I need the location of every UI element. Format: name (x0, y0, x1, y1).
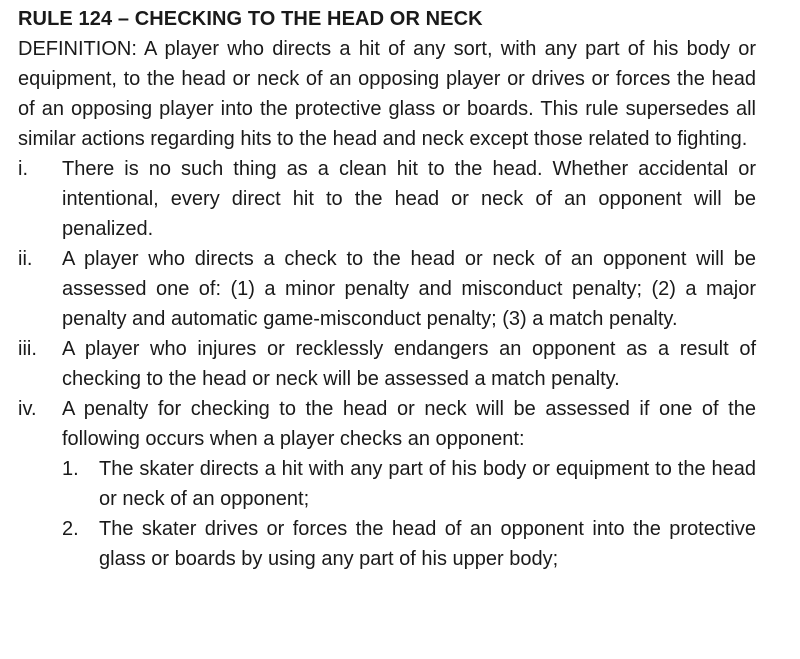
rule-item (18, 334, 756, 394)
rule-subitem-text: The skater directs a hit with any part of his body or equipment to the head or neck of an opponent; (99, 458, 756, 510)
rule-definition: DEFINITION: A player who directs a hit of any sort, with any part of his body or equipment, to the head or neck of an opposing player or drives or forces the head of an opposing player into the protective glass or boards. This rule supersedes all similar actions regarding hits to the head and neck except those related to fighting. (18, 38, 756, 150)
rule-item-text: A player who directs a check to the head or neck of an opponent will be assessed one of: (1) a minor penalty and misconduct penalty; (2) a major penalty and automatic game-misconduct penalty; (3) a match penalty. (62, 248, 756, 330)
rule-document (18, 4, 756, 574)
rule-subitems-list (62, 454, 756, 574)
rule-subitem (62, 514, 756, 574)
rule-subitem (62, 454, 756, 514)
rule-items-list (18, 154, 756, 574)
rule-item-marker: i. (18, 158, 28, 180)
rule-item-text: A penalty for checking to the head or neck will be assessed if one of the following occurs when a player checks an opponent: (62, 398, 756, 450)
rule-subitem-marker: 2. (62, 518, 79, 540)
rule-item-text: A player who injures or recklessly endangers an opponent as a result of checking to the head or neck will be assessed a match penalty. (62, 338, 756, 390)
rule-item (18, 244, 756, 334)
rule-item (18, 154, 756, 244)
rule-item-marker: iv. (18, 398, 37, 420)
rule-item-marker: iii. (18, 338, 37, 360)
rule-title: RULE 124 – CHECKING TO THE HEAD OR NECK (18, 8, 483, 30)
rule-subitem-marker: 1. (62, 458, 79, 480)
rule-subitem-text: The skater drives or forces the head of an opponent into the protective glass or boards by using any part of his upper body; (99, 518, 756, 570)
rule-item-marker: ii. (18, 248, 33, 270)
rule-item-text: There is no such thing as a clean hit to the head. Whether accidental or intentional, every direct hit to the head or neck of an opponent will be penalized. (62, 158, 756, 240)
rule-item (18, 394, 756, 574)
